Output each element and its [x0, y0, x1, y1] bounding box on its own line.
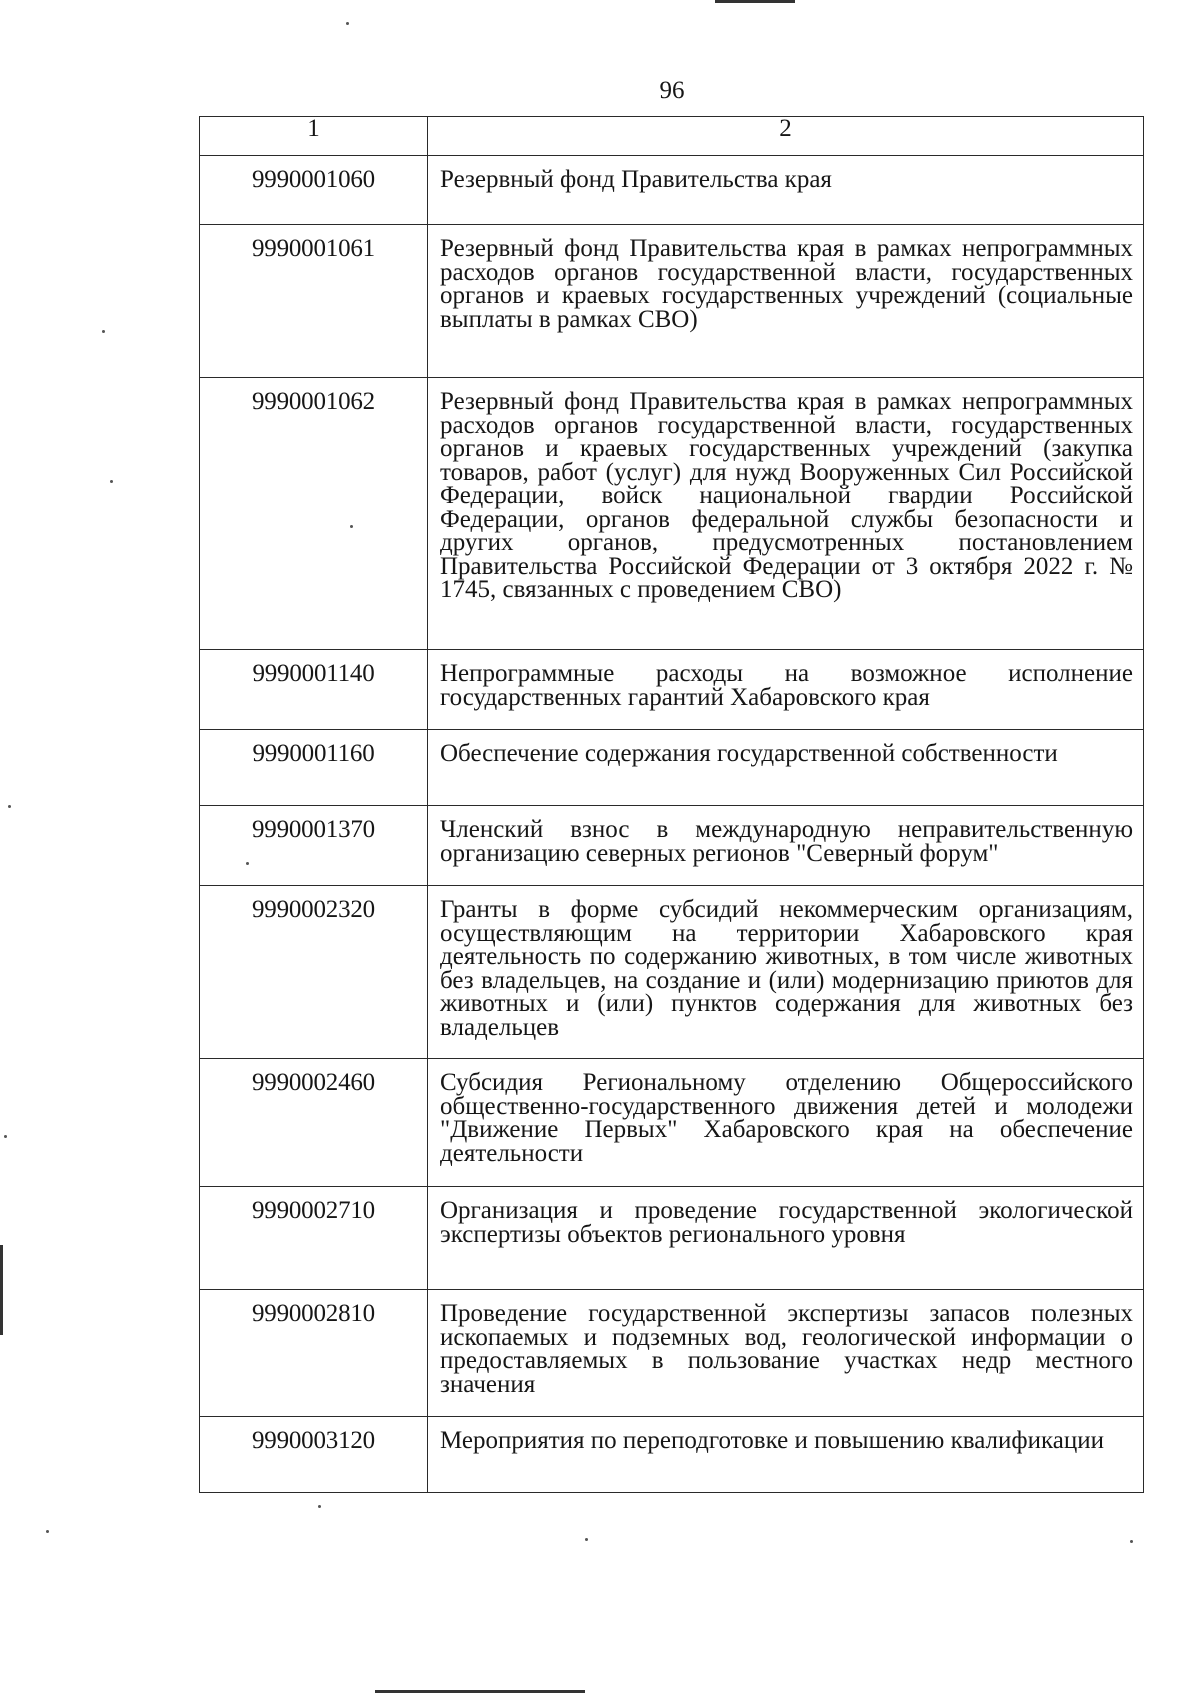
table-row — [200, 225, 1144, 378]
row-name: Организация и проведение государственной экологической экспертизы объектов регионального уровня — [428, 1187, 1144, 1290]
scan-bottom-mark — [375, 1690, 585, 1693]
table-row — [200, 1290, 1144, 1417]
row-name: Резервный фонд Правительства края — [428, 156, 1144, 225]
row-code: 9990001140 — [200, 650, 428, 730]
row-name: Гранты в форме субсидий некоммерческим организациям, осуществляющим на территории Хабаровского края деятельность по содержанию животных, в том числе животных без владельцев, на создание и (или) модернизацию приютов для животных и (или) пунктов содержания для животных без владельцев — [428, 886, 1144, 1059]
row-name: Мероприятия по переподготовке и повышению квалификации — [428, 1417, 1144, 1493]
row-name: Резервный фонд Правительства края в рамках непрограммных расходов органов государственной власти, государственных органов и краевых государственных учреждений (социальные выплаты в рамках СВО) — [428, 225, 1144, 378]
row-name: Членский взнос в международную неправительственную организацию северных регионов "Северный форум" — [428, 806, 1144, 886]
row-code: 9990002710 — [200, 1187, 428, 1290]
row-code: 9990002810 — [200, 1290, 428, 1417]
column-header-code: 1 — [200, 117, 428, 156]
table-row — [200, 156, 1144, 225]
scan-speck — [46, 1530, 49, 1533]
scan-speck — [318, 1505, 321, 1508]
table-row — [200, 730, 1144, 806]
row-code: 9990001062 — [200, 378, 428, 650]
table-row — [200, 806, 1144, 886]
table-row — [200, 650, 1144, 730]
table-row — [200, 1417, 1144, 1493]
row-code: 9990001370 — [200, 806, 428, 886]
scan-speck — [585, 1538, 588, 1541]
table-row — [200, 1187, 1144, 1290]
row-code: 9990001060 — [200, 156, 428, 225]
row-code: 9990001061 — [200, 225, 428, 378]
table-row — [200, 378, 1144, 650]
row-code: 9990003120 — [200, 1417, 428, 1493]
scan-speck — [246, 862, 249, 865]
row-name: Субсидия Региональному отделению Общероссийского общественно-государственного движения детей и молодежи "Движение Первых" Хабаровского края на обеспечение деятельности — [428, 1059, 1144, 1187]
scan-speck — [350, 525, 353, 528]
row-code: 9990002460 — [200, 1059, 428, 1187]
row-name: Резервный фонд Правительства края в рамках непрограммных расходов органов государственной власти, государственных органов и краевых государственных учреждений (закупка товаров, работ (услуг) для нужд Вооруженных Сил Российской Федерации, войск национальной гвардии Российской Федерации, органов федеральной службы безопасности и других органов, предусмотренных постановлением Правительства Российской Федерации от 3 октября 2022 г. № 1745, связанных с проведением СВО) — [428, 378, 1144, 650]
row-name: Обеспечение содержания государственной собственности — [428, 730, 1144, 806]
scan-speck — [8, 805, 11, 808]
page-number: 96 — [659, 77, 685, 104]
table-row — [200, 1059, 1144, 1187]
scan-speck — [102, 330, 105, 333]
row-name: Проведение государственной экспертизы запасов полезных ископаемых и подземных вод, геологической информации о предоставляемых в пользование участках недр местного значения — [428, 1290, 1144, 1417]
scan-speck — [346, 22, 349, 25]
scan-speck — [1130, 1540, 1133, 1543]
row-code: 9990001160 — [200, 730, 428, 806]
scan-left-mark — [0, 1245, 3, 1335]
budget-classification-table — [199, 116, 1144, 1493]
row-name: Непрограммные расходы на возможное исполнение государственных гарантий Хабаровского края — [428, 650, 1144, 730]
scan-speck — [4, 1135, 7, 1138]
column-header-name: 2 — [428, 117, 1144, 156]
table-header-row — [200, 117, 1144, 156]
row-code: 9990002320 — [200, 886, 428, 1059]
scan-top-mark — [715, 0, 795, 3]
table-row — [200, 886, 1144, 1059]
scan-speck — [110, 480, 113, 483]
